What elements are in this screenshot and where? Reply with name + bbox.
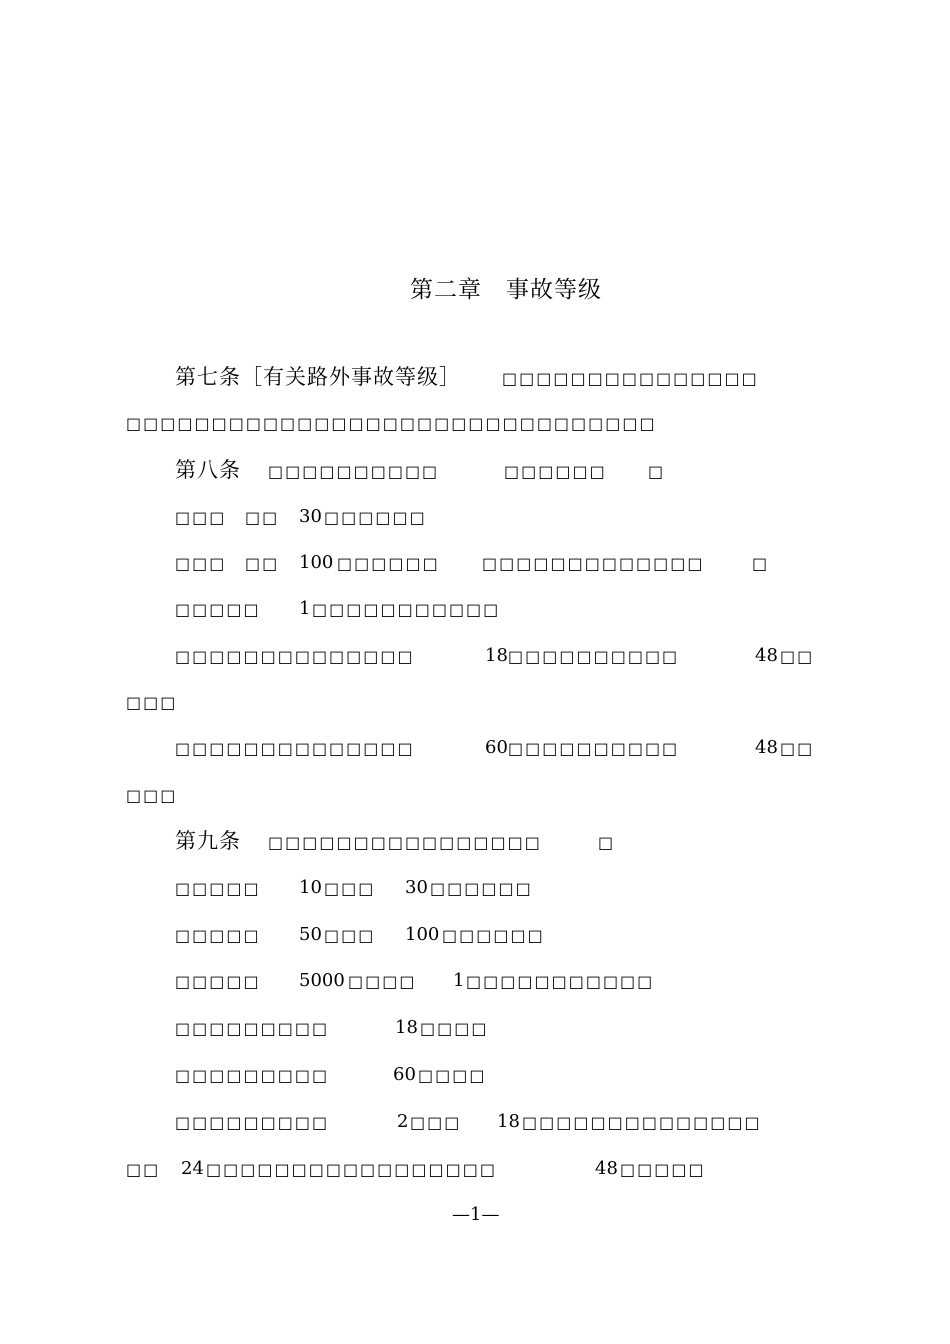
chapter-title: 第二章 事故等级 [410,277,602,303]
article-9-item-5-b: □□□□ [418,1066,487,1085]
article-9-item-6-b: □□□ [410,1113,462,1132]
article-9-item-1-a: □□□□□ [175,879,261,898]
article-9-item-2-c: □□□□□□ [442,926,545,945]
article-9-item-6-num: 2 [397,1111,409,1132]
article-9-item-2-a: □□□□□ [175,926,261,945]
article-9-item-5-a: □□□□□□□□□ [175,1066,330,1085]
article-8-item-5-num: 60 [485,737,508,758]
article-8-intro-b: □□□□□□ [504,462,607,481]
article-9-item-2-num2: 100 [405,924,440,945]
article-7-body: □□□□□□□□□□□□□□□ [502,369,759,388]
article-9-item-4-num: 18 [395,1017,418,1038]
article-8-item-5-num2: 48 [755,737,778,758]
article-8-item-4-a: □□□□□□□□□□□□□□ [175,647,415,666]
article-7-continuation: □□□□□□□□□□□□□□□□□□□□□□□□□□□□□□□ [126,414,657,433]
article-8-item-3-num: 1 [299,598,311,619]
article-9-item-7-c: □□□□□ [620,1160,706,1179]
article-9-item-4-a: □□□□□□□□□ [175,1019,330,1038]
article-9-item-2-num: 50 [299,924,322,945]
article-9-item-6-num2: 18 [497,1111,520,1132]
article-8-intro-c: □ [648,462,666,481]
article-9-intro-b: □ [598,833,616,852]
article-8-item-3-a: □□□□□ [175,600,261,619]
article-9-item-4-b: □□□□ [420,1019,489,1038]
article-9-item-7-b: □□□□□□□□□□□□□□□□□ [206,1160,497,1179]
article-9-item-3-num2: 1 [453,970,465,991]
article-8-item-2-c: □□□□□□ [337,554,440,573]
article-9-intro-a: □□□□□□□□□□□□□□□□ [268,833,542,852]
article-8-item-5-c: □□□□□□□□□□ [508,739,680,758]
article-9-item-5-num: 60 [393,1064,416,1085]
article-9-item-1-num2: 30 [405,877,428,898]
article-9-item-1-num: 10 [299,877,322,898]
article-9-item-7-num: 24 [181,1158,204,1179]
article-9-item-1-b: □□□ [324,879,376,898]
article-9-item-2-b: □□□ [324,926,376,945]
article-8-item-3-c: □□□□□□□□□□□ [312,600,501,619]
article-8-item-1-num: 30 [299,506,322,527]
article-8-item-2-e: □ [752,554,770,573]
article-9-item-7-a: □□ [126,1160,161,1179]
article-8-item-4-c: □□□□□□□□□□ [508,647,680,666]
article-8-item-4-num: 18 [485,645,508,666]
article-7-heading: 第七条［有关路外事故等级］ [175,365,461,389]
article-8-item-4-cont: □□□ [126,693,178,712]
article-8-item-2-num: 100 [299,552,334,573]
article-8-item-5-cont: □□□ [126,786,178,805]
article-9-item-6-c: □□□□□□□□□□□□□□ [522,1113,762,1132]
article-9-item-3-a: □□□□□ [175,972,261,991]
article-9-item-3-c: □□□□□□□□□□□ [466,972,655,991]
article-9-item-3-b: □□□□ [348,972,417,991]
article-9-item-6-a: □□□□□□□□□ [175,1113,330,1132]
article-8-item-1-a: □□□ [175,508,227,527]
article-9-item-7-num2: 48 [595,1158,618,1179]
article-8-item-2-b: □□ [245,554,280,573]
article-8-item-1-b: □□ [245,508,280,527]
article-8-item-2-a: □□□ [175,554,227,573]
article-8-intro-a: □□□□□□□□□□ [268,462,440,481]
article-8-item-2-d: □□□□□□□□□□□□□ [482,554,705,573]
article-8-item-5-a: □□□□□□□□□□□□□□ [175,739,415,758]
article-9-heading: 第九条 [175,829,241,853]
page-number: —1— [452,1204,500,1225]
article-8-heading: 第八条 [175,458,241,482]
article-8-item-4-d: □□ [780,647,815,666]
article-8-item-4-num2: 48 [755,645,778,666]
article-9-item-1-c: □□□□□□ [430,879,533,898]
article-8-item-1-c: □□□□□□ [324,508,427,527]
article-8-item-5-d: □□ [780,739,815,758]
article-9-item-3-num: 5000 [299,970,345,991]
